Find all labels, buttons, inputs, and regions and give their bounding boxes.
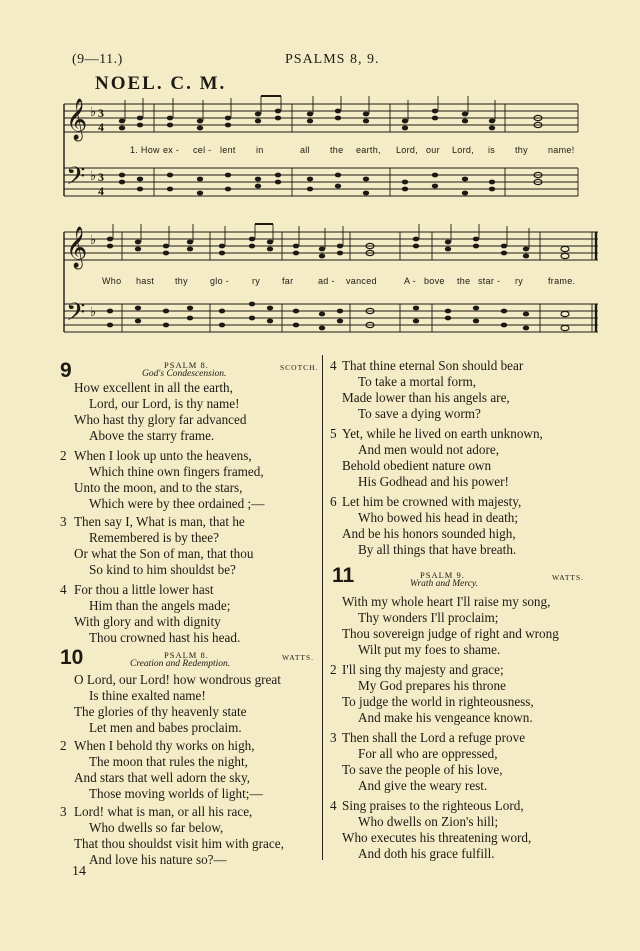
verse-line: And stars that well adorn the sky,: [74, 770, 251, 785]
verse-line: Thou sovereign judge of right and wrong: [342, 626, 559, 641]
verse-line: I'll sing thy majesty and grace;: [342, 662, 504, 677]
hymn-9: [60, 358, 319, 648]
svg-text:3: 3: [98, 106, 104, 120]
svg-text:𝄞: 𝄞: [66, 99, 88, 140]
lyric-1-2: cel -: [193, 145, 212, 155]
verse-line: And give the weary rest.: [358, 778, 488, 793]
column-divider: [322, 355, 323, 860]
hymn-number: 11: [332, 564, 355, 587]
hymn-heading: PSALM 8.: [164, 650, 209, 660]
verse-line: Thy wonders I'll proclaim;: [358, 610, 499, 625]
verse-line: For thou a little lower hast: [74, 582, 214, 597]
lyric-1-12: thy: [515, 145, 528, 155]
lyric-2-1: hast: [136, 276, 155, 286]
svg-text:𝄢: 𝄢: [66, 162, 86, 197]
tune-title: NOEL. C. M.: [95, 73, 227, 94]
hymn-author: WATTS.: [282, 653, 315, 662]
verse-line: O Lord, our Lord! how wondrous great: [74, 672, 281, 687]
verse-line: That thou shouldst visit him with grace,: [74, 836, 284, 851]
section-range: (9—11.): [72, 52, 123, 67]
lyric-1-11: is: [488, 145, 496, 155]
verse-number: 3: [60, 514, 67, 529]
lyric-1-7: earth,: [356, 145, 381, 155]
verse-line: Then shall the Lord a refuge prove: [342, 730, 526, 745]
verse-line: Made lower than his angels are,: [342, 390, 510, 405]
verse-number: 5: [330, 426, 337, 441]
hymn-subtitle: Wrath and Mercy.: [410, 579, 478, 589]
music-system-2: [60, 222, 600, 346]
lyric-2-12: ry: [515, 276, 524, 286]
verse-number: 4: [60, 582, 67, 597]
svg-text:4: 4: [98, 120, 104, 134]
verse-line: Remembered is by thee?: [89, 530, 219, 545]
hymn-subtitle: God's Condescension.: [142, 369, 227, 379]
svg-text:♭: ♭: [90, 105, 97, 120]
hymn-author: WATTS.: [552, 573, 585, 582]
svg-text:𝄢: 𝄢: [66, 298, 86, 333]
verse-line: Thou crowned hast his head.: [89, 630, 241, 645]
svg-text:♭: ♭: [90, 169, 97, 184]
svg-text:♭: ♭: [90, 305, 97, 320]
verse-line: For all who are oppressed,: [358, 746, 498, 761]
verse-number: 6: [330, 494, 337, 509]
lyric-1-4: in: [256, 145, 264, 155]
verse-line: That thine eternal Son should bear: [342, 358, 524, 373]
lyric-1-8: Lord,: [396, 145, 419, 155]
running-head: PSALMS 8, 9.: [285, 52, 380, 67]
svg-text:4: 4: [98, 184, 104, 198]
verse-line: Or what the Son of man, that thou: [74, 546, 254, 561]
lyric-2-6: ad -: [318, 276, 335, 286]
verse-line: With my whole heart I'll raise my song,: [342, 594, 551, 609]
verse-line: To save a dying worm?: [358, 406, 481, 421]
verse-line: Yet, while he lived on earth unknown,: [342, 426, 543, 441]
verse-line: Those moving worlds of light;—: [89, 786, 263, 801]
lyric-2-13: frame.: [548, 276, 576, 286]
verse-line: Who dwells on Zion's hill;: [358, 814, 499, 829]
hymn-10: [60, 646, 315, 867]
lyric-2-0: Who: [102, 276, 122, 286]
svg-text:3: 3: [98, 170, 104, 184]
lyric-2-3: glo -: [210, 276, 230, 286]
lyric-1-10: Lord,: [452, 145, 475, 155]
hymn-subtitle: Creation and Redemption.: [130, 659, 231, 669]
verse-line: Who dwells so far below,: [89, 820, 224, 835]
verse-number: 2: [60, 738, 67, 753]
verse-number: 2: [330, 662, 337, 677]
verse-line: Above the starry frame.: [89, 428, 215, 443]
lyric-2-5: far: [282, 276, 294, 286]
verse-number: 2: [60, 448, 67, 463]
lyric-1-5: all: [300, 145, 310, 155]
verse-line: How excellent in all the earth,: [74, 380, 233, 395]
verse-line: Is thine exalted name!: [89, 688, 206, 703]
lyric-1-3: lent: [220, 145, 236, 155]
verse-line: Him than the angels made;: [89, 598, 231, 613]
lyric-2-4: ry: [252, 276, 261, 286]
verse-line: Who executes his threatening word,: [342, 830, 532, 845]
verse-line: And be his honors sounded high,: [342, 526, 516, 541]
hymn-number: 10: [60, 646, 84, 669]
verse-line: To judge the world in righteousness,: [342, 694, 534, 709]
hymn-heading: PSALM 8.: [164, 360, 209, 370]
hymn-10-continued: [330, 358, 600, 568]
verse-line: To take a mortal form,: [358, 374, 477, 389]
lyric-2-9: bove: [424, 276, 445, 286]
lyric-1-1: ex -: [163, 145, 180, 155]
score-system-1: [60, 94, 600, 222]
verse-line: To save the people of his love,: [342, 762, 503, 777]
lyric-1-9: our: [426, 145, 440, 155]
lyric-2-8: A -: [404, 276, 416, 286]
verse-line: Then say I, What is man, that he: [74, 514, 245, 529]
verse-line: And make his vengeance known.: [358, 710, 533, 725]
hymn-heading: PSALM 9.: [420, 570, 465, 580]
verse-line: And love his nature so?—: [89, 852, 227, 867]
hymn-author: SCOTCH.: [280, 363, 319, 372]
verse-line: And doth his grace fulfill.: [358, 846, 495, 861]
verse-line: When I look up unto the heavens,: [74, 448, 252, 463]
verse-number: 3: [330, 730, 337, 745]
svg-text:𝄞: 𝄞: [66, 227, 88, 268]
verse-line: Let men and babes proclaim.: [89, 720, 242, 735]
verse-line: So kind to him shouldst be?: [89, 562, 236, 577]
lyric-2-7: vanced: [346, 276, 377, 286]
verse-line: Which thine own fingers framed,: [89, 464, 264, 479]
verse-line: The glories of thy heavenly state: [74, 704, 247, 719]
lyric-2-2: thy: [175, 276, 188, 286]
verse-line: With glory and with dignity: [74, 614, 221, 629]
lyric-2-11: star -: [478, 276, 501, 286]
lyric-2-10: the: [457, 276, 471, 286]
verse-line: By all things that have breath.: [358, 542, 517, 557]
verse-line: Wilt put my foes to shame.: [358, 642, 501, 657]
verse-number: 4: [330, 798, 337, 813]
hymn-number: 9: [60, 359, 72, 382]
verse-line: The moon that rules the night,: [89, 754, 248, 769]
verse-line: Lord! what is man, or all his race,: [74, 804, 253, 819]
verse-number: 3: [60, 804, 67, 819]
verse-line: Who hast thy glory far advanced: [74, 412, 247, 427]
verse-number: 4: [330, 358, 337, 373]
music-system-1: [60, 94, 600, 222]
verse-line: Let him be crowned with majesty,: [342, 494, 522, 509]
verse-line: And men would not adore,: [358, 442, 500, 457]
verse-line: When I behold thy works on high,: [74, 738, 255, 753]
verse-line: Lord, our Lord, is thy name!: [89, 396, 240, 411]
verse-line: Who bowed his head in death;: [358, 510, 519, 525]
lyric-1-13: name!: [548, 145, 575, 155]
verse-line: Unto the moon, and to the stars,: [74, 480, 243, 495]
page-number: 14: [72, 864, 86, 879]
lyric-1-0: 1. How: [130, 145, 160, 155]
svg-text:♭: ♭: [90, 233, 97, 248]
verse-line: His Godhead and his power!: [358, 474, 509, 489]
verse-line: Behold obedient nature own: [342, 458, 492, 473]
verse-line: Sing praises to the righteous Lord,: [342, 798, 524, 813]
verse-line: My God prepares his throne: [358, 678, 506, 693]
verse-line: Which were by thee ordained ;—: [89, 496, 265, 511]
lyric-1-6: the: [330, 145, 344, 155]
hymn-11: [330, 566, 600, 866]
